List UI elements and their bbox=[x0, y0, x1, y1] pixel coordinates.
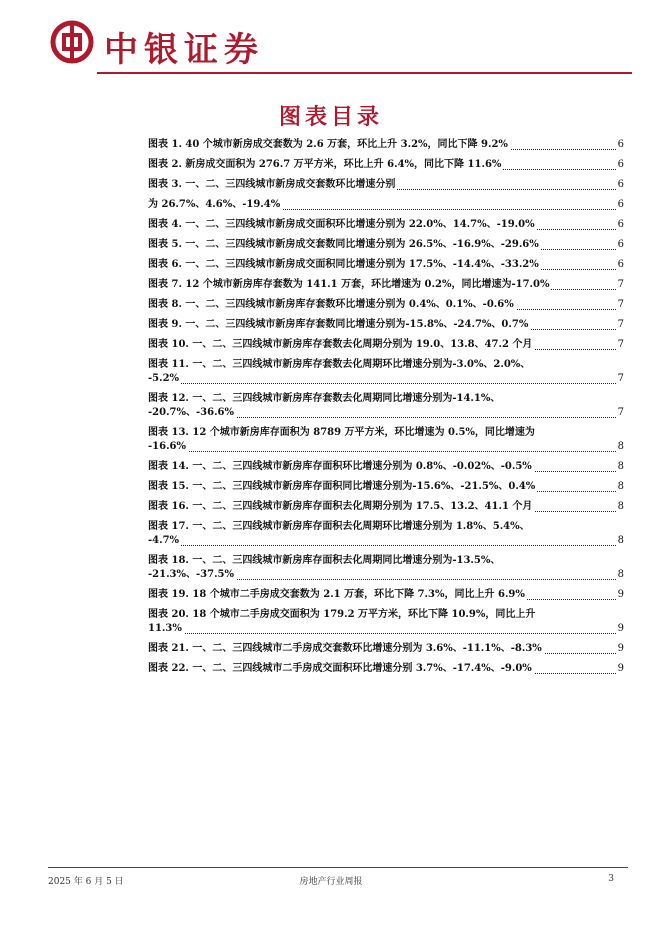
toc-entry-title: 图表 1. 40 个城市新房成交套数为 2.6 万套，环比上升 3.2%，同比下降 9.2% bbox=[148, 139, 508, 150]
page-title: 图表目录 bbox=[278, 105, 383, 130]
toc-entry[interactable] bbox=[148, 338, 624, 352]
toc-page-number: 6 bbox=[617, 159, 624, 170]
toc-entry-title: 图表 13. 12 个城市新房库存面积为 8789 万平方米，环比增速为 0.5%，同比增速为 bbox=[148, 427, 535, 438]
toc-entry-title: 图表 12. 一、二、三四线城市新房库存套数去化周期同比增速分别为-14.1%、 bbox=[148, 393, 501, 404]
toc-entry-title: 图表 10. 一、二、三四线城市新房库存套数去化周期分别为 19.0、13.8、47.2 个月 bbox=[148, 339, 533, 350]
footer-date: 2025 年 6 月 5 日 bbox=[48, 877, 124, 887]
toc-entry[interactable] bbox=[148, 460, 624, 474]
toc-entry[interactable] bbox=[148, 138, 624, 152]
toc-entry[interactable] bbox=[148, 480, 624, 494]
toc-entry-title: 图表 22. 一、二、三四线城市二手房成交面积环比增速分别 3.7%、-17.4%、-9.0% bbox=[148, 663, 532, 674]
toc-entry-title: 图表 16. 一、二、三四线城市新房库存面积去化周期分别为 17.5、13.2、41.1 个月 bbox=[148, 501, 533, 512]
toc-entry-title-cont: -4.7% bbox=[148, 535, 180, 546]
toc-entry-title: 图表 8. 一、二、三四线城市新房库存套数环比增速分别为 0.4%、0.1%、-0.6% bbox=[148, 299, 514, 310]
footer-report-name: 房地产行业周报 bbox=[299, 877, 363, 887]
toc-entry[interactable] bbox=[148, 554, 624, 582]
toc-entry[interactable] bbox=[148, 588, 624, 602]
toc-page-number: 7 bbox=[617, 299, 624, 310]
toc-entry[interactable] bbox=[148, 520, 624, 548]
toc-page-number: 7 bbox=[617, 319, 624, 330]
leader-dots bbox=[148, 451, 616, 452]
toc-entry[interactable] bbox=[148, 358, 624, 386]
toc-entry[interactable] bbox=[148, 178, 624, 192]
toc-entry[interactable] bbox=[148, 298, 624, 312]
toc-entry[interactable] bbox=[148, 238, 624, 252]
toc-page-number: 7 bbox=[617, 373, 624, 384]
toc-entry-title: 图表 20. 18 个城市二手房成交面积为 179.2 万平方米，环比下降 10.9%，同比上升 bbox=[148, 609, 536, 620]
toc-entry[interactable] bbox=[148, 278, 624, 292]
table-of-figures bbox=[148, 138, 624, 682]
toc-entry-title: 图表 4. 一、二、三四线城市新房成交面积环比增速分别为 22.0%、14.7%、-19.0% bbox=[148, 219, 535, 230]
toc-entry-title-cont: -20.7%、-36.6% bbox=[148, 407, 235, 418]
leader-dots bbox=[148, 633, 616, 634]
toc-entry-title: 图表 9. 一、二、三四线城市新房库存套数同比增速分别为-15.8%、-24.7%、0.7% bbox=[148, 319, 529, 330]
toc-entry-title: 图表 14. 一、二、三四线城市新房库存面积环比增速分别为 0.8%、-0.02%、-0.5% bbox=[148, 461, 532, 472]
toc-entry[interactable] bbox=[148, 426, 624, 454]
toc-entry[interactable] bbox=[148, 608, 624, 636]
toc-page-number: 8 bbox=[617, 481, 624, 492]
bank-of-china-logo-icon bbox=[50, 20, 94, 64]
toc-page-number: 9 bbox=[617, 663, 624, 674]
toc-entry[interactable] bbox=[148, 158, 624, 172]
toc-entry[interactable] bbox=[148, 198, 624, 212]
header-divider bbox=[97, 72, 632, 74]
toc-page-number: 8 bbox=[617, 501, 624, 512]
toc-entry[interactable] bbox=[148, 392, 624, 420]
toc-entry-title: 图表 15. 一、二、三四线城市新房库存面积同比增速分别为-15.6%、-21.5%、0.4% bbox=[148, 481, 536, 492]
toc-entry-title: 图表 7. 12 个城市新房库存套数为 141.1 万套，环比增速为 0.2%，同比增速为-17.0% bbox=[148, 279, 550, 290]
toc-entry[interactable] bbox=[148, 662, 624, 676]
toc-page-number: 9 bbox=[617, 623, 624, 634]
toc-entry-title: 图表 6. 一、二、三四线城市新房成交面积同比增速分别为 17.5%、-14.4%、-33.2% bbox=[148, 259, 539, 270]
toc-page-number: 6 bbox=[617, 239, 624, 250]
toc-entry-title-cont: 11.3% bbox=[148, 623, 182, 634]
toc-entry[interactable] bbox=[148, 642, 624, 656]
toc-entry-title: 图表 2. 新房成交面积为 276.7 万平方米，环比上升 6.4%，同比下降 11.6% bbox=[148, 159, 502, 170]
toc-entry-title-cont: -21.3%、-37.5% bbox=[148, 569, 235, 580]
footer-page-number: 3 bbox=[608, 874, 614, 884]
toc-page-number: 7 bbox=[617, 339, 624, 350]
footer-divider bbox=[48, 867, 628, 868]
toc-entry-title: 图表 17. 一、二、三四线城市新房库存面积去化周期环比增速分别为 1.8%、5.4%、 bbox=[148, 521, 530, 532]
toc-entry-title: 图表 18. 一、二、三四线城市新房库存面积去化周期同比增速分别为-13.5%、 bbox=[148, 555, 501, 566]
toc-entry-title: 图表 21. 一、二、三四线城市二手房成交套数环比增速分别为 3.6%、-11.1%、-8.3% bbox=[148, 643, 542, 654]
toc-entry[interactable] bbox=[148, 318, 624, 332]
toc-page-number: 8 bbox=[617, 441, 624, 452]
toc-page-number: 6 bbox=[617, 199, 624, 210]
toc-entry-title: 图表 5. 一、二、三四线城市新房成交套数同比增速分别为 26.5%、-16.9%、-29.6% bbox=[148, 239, 539, 250]
toc-entry[interactable] bbox=[148, 500, 624, 514]
toc-page-number: 9 bbox=[617, 589, 624, 600]
toc-page-number: 7 bbox=[617, 407, 624, 418]
toc-page-number: 7 bbox=[617, 279, 624, 290]
toc-entry-title: 图表 11. 一、二、三四线城市新房库存套数去化周期环比增速分别为-3.0%、2.0%、 bbox=[148, 359, 531, 370]
toc-entry-title-cont: -5.2% bbox=[148, 373, 180, 384]
toc-entry-title-cont: -16.6% bbox=[148, 441, 187, 452]
toc-entry-title: 为 26.7%、4.6%、-19.4% bbox=[148, 199, 281, 210]
toc-page-number: 6 bbox=[617, 259, 624, 270]
toc-page-number: 9 bbox=[617, 643, 624, 654]
toc-page-number: 8 bbox=[617, 461, 624, 472]
toc-page-number: 6 bbox=[617, 219, 624, 230]
toc-page-number: 8 bbox=[617, 535, 624, 546]
toc-entry-title: 图表 19. 18 个城市二手房成交套数为 2.1 万套，环比下降 7.3%，同比上升 6.9% bbox=[148, 589, 525, 600]
page-header bbox=[0, 0, 662, 80]
leader-dots bbox=[148, 383, 616, 384]
leader-dots bbox=[148, 545, 616, 546]
toc-page-number: 6 bbox=[617, 179, 624, 190]
toc-entry-title: 图表 3. 一、二、三四线城市新房成交套数环比增速分别 bbox=[148, 179, 396, 190]
toc-page-number: 8 bbox=[617, 569, 624, 580]
toc-entry[interactable] bbox=[148, 218, 624, 232]
toc-entry[interactable] bbox=[148, 258, 624, 272]
brand-name: 中银证券 bbox=[104, 30, 264, 70]
toc-page-number: 6 bbox=[617, 139, 624, 150]
